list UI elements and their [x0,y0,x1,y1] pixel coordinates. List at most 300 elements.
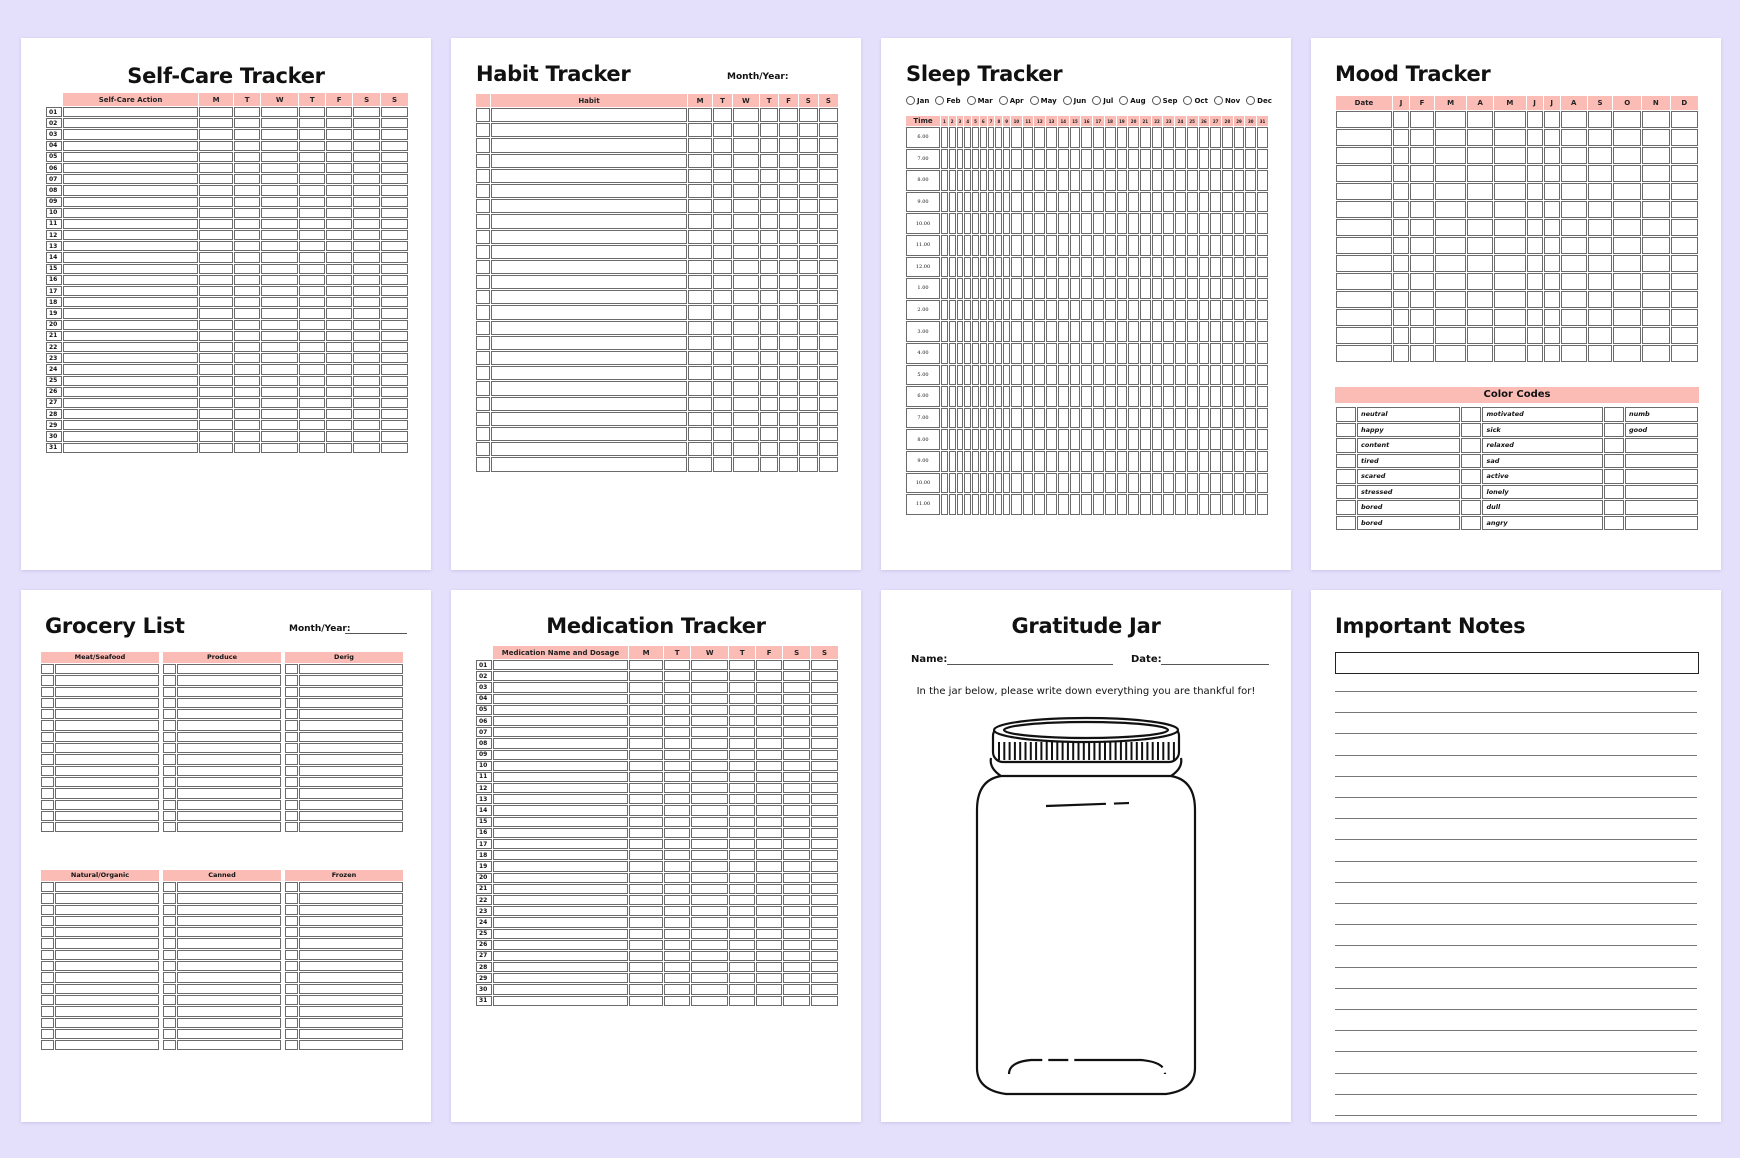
day-cell[interactable] [819,381,838,395]
item-name-cell[interactable] [177,687,281,697]
item-name-cell[interactable] [299,916,403,926]
sleep-cell[interactable] [1081,429,1092,450]
sleep-cell[interactable] [1187,192,1198,213]
sleep-cell[interactable] [1034,429,1045,450]
sleep-cell[interactable] [1234,451,1245,472]
row-checkbox[interactable] [476,427,490,441]
sleep-cell[interactable] [1199,170,1210,191]
day-cell[interactable] [783,917,810,927]
sleep-cell[interactable] [1093,257,1104,278]
sleep-cell[interactable] [1245,429,1256,450]
sleep-cell[interactable] [1046,300,1057,321]
row-checkbox[interactable] [476,108,490,122]
day-cell[interactable] [261,342,298,352]
sleep-cell[interactable] [972,343,979,364]
sleep-cell[interactable] [1011,213,1022,234]
day-cell[interactable] [299,141,325,151]
day-cell[interactable] [760,305,778,319]
day-cell[interactable] [261,252,298,262]
sleep-cell[interactable] [1093,343,1104,364]
day-cell[interactable] [760,397,778,411]
sleep-cell[interactable] [941,127,948,148]
day-cell[interactable] [713,138,731,152]
sleep-cell[interactable] [1152,257,1163,278]
sleep-cell[interactable] [1175,127,1186,148]
note-line[interactable] [1335,1115,1697,1116]
item-name-cell[interactable] [299,698,403,708]
mood-cell[interactable] [1613,183,1641,200]
date-cell[interactable] [1336,291,1392,308]
sleep-cell[interactable] [1117,321,1128,342]
mood-cell[interactable] [1410,255,1434,272]
item-checkbox[interactable] [41,927,54,937]
color-swatch[interactable] [1336,469,1356,484]
month-option[interactable] [967,96,993,105]
sleep-cell[interactable] [972,321,979,342]
sleep-cell[interactable] [995,386,1002,407]
sleep-cell[interactable] [1234,127,1245,148]
day-cell[interactable] [783,794,810,804]
row-label-cell[interactable] [491,108,687,122]
day-cell[interactable] [756,660,782,670]
sleep-cell[interactable] [1199,278,1210,299]
item-name-cell[interactable] [55,961,159,971]
mood-cell[interactable] [1613,147,1641,164]
mood-cell[interactable] [1561,255,1587,272]
sleep-cell[interactable] [1058,321,1069,342]
item-checkbox[interactable] [285,950,298,960]
day-cell[interactable] [299,152,325,162]
mood-cell[interactable] [1494,165,1525,182]
sleep-cell[interactable] [1234,473,1245,494]
mood-cell[interactable] [1671,255,1698,272]
day-cell[interactable] [381,152,408,162]
mood-cell[interactable] [1642,255,1669,272]
sleep-cell[interactable] [1003,235,1010,256]
day-cell[interactable] [811,805,838,815]
day-cell[interactable] [234,286,260,296]
sleep-cell[interactable] [1003,127,1010,148]
item-name-cell[interactable] [177,995,281,1005]
sleep-cell[interactable] [1199,429,1210,450]
day-cell[interactable] [811,940,838,950]
date-cell[interactable] [1336,255,1392,272]
day-cell[interactable] [381,331,408,341]
month-option[interactable] [1183,96,1207,105]
sleep-cell[interactable] [1003,213,1010,234]
sleep-cell[interactable] [957,494,964,515]
sleep-cell[interactable] [1175,451,1186,472]
item-checkbox[interactable] [163,1029,176,1039]
day-cell[interactable] [819,457,838,471]
day-cell[interactable] [783,929,810,939]
item-name-cell[interactable] [177,938,281,948]
item-checkbox[interactable] [41,777,54,787]
row-label-cell[interactable] [493,705,628,715]
color-swatch[interactable] [1461,438,1481,453]
item-name-cell[interactable] [177,822,281,832]
mood-cell[interactable] [1588,201,1613,218]
day-cell[interactable] [261,331,298,341]
day-cell[interactable] [713,245,731,259]
day-cell[interactable] [381,431,408,441]
sleep-cell[interactable] [1023,343,1034,364]
day-cell[interactable] [779,321,797,335]
day-cell[interactable] [760,290,778,304]
sleep-cell[interactable] [1199,386,1210,407]
sleep-cell[interactable] [1210,429,1221,450]
day-cell[interactable] [261,387,298,397]
item-name-cell[interactable] [177,893,281,903]
item-name-cell[interactable] [55,664,159,674]
sleep-cell[interactable] [1175,343,1186,364]
row-checkbox[interactable] [476,366,490,380]
row-label-cell[interactable] [491,230,687,244]
sleep-cell[interactable] [1058,213,1069,234]
item-name-cell[interactable] [177,1029,281,1039]
sleep-cell[interactable] [1257,343,1268,364]
day-cell[interactable] [199,174,233,184]
sleep-cell[interactable] [1105,149,1116,170]
day-cell[interactable] [261,219,298,229]
day-cell[interactable] [261,118,298,128]
item-checkbox[interactable] [285,664,298,674]
day-cell[interactable] [353,443,380,453]
day-cell[interactable] [261,431,298,441]
mood-cell[interactable] [1642,237,1669,254]
sleep-cell[interactable] [1210,192,1221,213]
day-cell[interactable] [664,738,690,748]
day-cell[interactable] [261,241,298,251]
sleep-cell[interactable] [1245,343,1256,364]
item-name-cell[interactable] [177,800,281,810]
mood-cell[interactable] [1588,309,1613,326]
day-cell[interactable] [629,694,663,704]
day-cell[interactable] [799,108,818,122]
mood-cell[interactable] [1435,219,1466,236]
sleep-cell[interactable] [1152,451,1163,472]
item-name-cell[interactable] [299,1040,403,1050]
day-cell[interactable] [688,260,712,274]
mood-cell[interactable] [1494,291,1525,308]
day-cell[interactable] [799,321,818,335]
day-cell[interactable] [733,442,759,456]
date-cell[interactable] [1336,129,1392,146]
sleep-cell[interactable] [1175,235,1186,256]
sleep-cell[interactable] [1199,451,1210,472]
day-cell[interactable] [326,241,352,251]
mood-cell[interactable] [1671,201,1698,218]
row-label-cell[interactable] [63,398,198,408]
day-cell[interactable] [353,241,380,251]
day-cell[interactable] [629,727,663,737]
day-cell[interactable] [629,671,663,681]
day-cell[interactable] [299,331,325,341]
month-option[interactable] [1030,96,1057,105]
item-checkbox[interactable] [163,927,176,937]
sleep-cell[interactable] [1003,386,1010,407]
day-cell[interactable] [691,940,728,950]
sleep-cell[interactable] [1023,473,1034,494]
day-cell[interactable] [664,861,690,871]
sleep-cell[interactable] [949,386,956,407]
day-cell[interactable] [629,716,663,726]
day-cell[interactable] [199,286,233,296]
item-name-cell[interactable] [299,893,403,903]
day-cell[interactable] [799,214,818,228]
mood-cell[interactable] [1494,129,1525,146]
sleep-cell[interactable] [972,408,979,429]
sleep-cell[interactable] [1128,213,1139,234]
month-option[interactable] [1246,96,1272,105]
day-cell[interactable] [819,260,838,274]
day-cell[interactable] [326,331,352,341]
day-cell[interactable] [199,297,233,307]
day-cell[interactable] [811,671,838,681]
day-cell[interactable] [713,321,731,335]
sleep-cell[interactable] [957,321,964,342]
day-cell[interactable] [760,336,778,350]
sleep-cell[interactable] [1093,235,1104,256]
sleep-cell[interactable] [1011,300,1022,321]
sleep-cell[interactable] [1163,494,1174,515]
day-cell[interactable] [811,750,838,760]
day-cell[interactable] [799,154,818,168]
day-cell[interactable] [691,917,728,927]
day-cell[interactable] [353,420,380,430]
sleep-cell[interactable] [980,429,987,450]
sleep-cell[interactable] [1128,278,1139,299]
day-cell[interactable] [629,996,663,1006]
day-cell[interactable] [811,973,838,983]
day-cell[interactable] [729,884,755,894]
day-cell[interactable] [261,443,298,453]
sleep-cell[interactable] [1222,170,1233,191]
day-cell[interactable] [326,208,352,218]
day-cell[interactable] [733,123,759,137]
day-cell[interactable] [234,252,260,262]
day-cell[interactable] [783,906,810,916]
day-cell[interactable] [729,895,755,905]
row-label-cell[interactable] [493,660,628,670]
day-cell[interactable] [760,214,778,228]
day-cell[interactable] [713,108,731,122]
mood-cell[interactable] [1588,237,1613,254]
day-cell[interactable] [664,694,690,704]
day-cell[interactable] [234,163,260,173]
sleep-cell[interactable] [988,408,995,429]
sleep-cell[interactable] [964,429,971,450]
mood-cell[interactable] [1467,111,1493,128]
day-cell[interactable] [733,138,759,152]
sleep-cell[interactable] [988,429,995,450]
item-name-cell[interactable] [177,766,281,776]
mood-cell[interactable] [1671,129,1698,146]
sleep-cell[interactable] [1140,408,1151,429]
sleep-cell[interactable] [988,213,995,234]
day-cell[interactable] [199,219,233,229]
day-cell[interactable] [381,387,408,397]
sleep-cell[interactable] [949,149,956,170]
day-cell[interactable] [299,275,325,285]
sleep-cell[interactable] [1128,321,1139,342]
sleep-cell[interactable] [1034,192,1045,213]
sleep-cell[interactable] [1058,386,1069,407]
month-option[interactable] [906,96,929,105]
sleep-cell[interactable] [941,365,948,386]
day-cell[interactable] [353,230,380,240]
day-cell[interactable] [760,245,778,259]
sleep-cell[interactable] [1175,300,1186,321]
sleep-cell[interactable] [1210,343,1221,364]
note-line[interactable] [1335,755,1697,756]
sleep-cell[interactable] [980,321,987,342]
sleep-cell[interactable] [957,170,964,191]
sleep-cell[interactable] [1034,257,1045,278]
sleep-cell[interactable] [1003,192,1010,213]
sleep-cell[interactable] [1058,451,1069,472]
day-cell[interactable] [299,409,325,419]
row-label-cell[interactable] [491,442,687,456]
item-name-cell[interactable] [55,709,159,719]
sleep-cell[interactable] [957,343,964,364]
day-cell[interactable] [234,431,260,441]
sleep-cell[interactable] [1034,300,1045,321]
day-cell[interactable] [353,129,380,139]
date-cell[interactable] [1336,165,1392,182]
sleep-cell[interactable] [995,149,1002,170]
day-cell[interactable] [234,364,260,374]
color-swatch[interactable] [1604,516,1624,531]
sleep-cell[interactable] [1163,408,1174,429]
sleep-cell[interactable] [1105,300,1116,321]
day-cell[interactable] [691,850,728,860]
day-cell[interactable] [261,152,298,162]
day-cell[interactable] [299,252,325,262]
day-cell[interactable] [629,951,663,961]
sleep-cell[interactable] [1003,278,1010,299]
mood-cell[interactable] [1527,309,1543,326]
item-name-cell[interactable] [55,882,159,892]
day-cell[interactable] [353,152,380,162]
item-name-cell[interactable] [55,972,159,982]
sleep-cell[interactable] [964,170,971,191]
day-cell[interactable] [779,230,797,244]
mood-cell[interactable] [1494,273,1525,290]
sleep-cell[interactable] [1023,300,1034,321]
sleep-cell[interactable] [949,257,956,278]
sleep-cell[interactable] [1081,149,1092,170]
sleep-cell[interactable] [941,149,948,170]
sleep-cell[interactable] [1245,213,1256,234]
item-checkbox[interactable] [285,800,298,810]
item-checkbox[interactable] [285,777,298,787]
sleep-cell[interactable] [1245,386,1256,407]
sleep-cell[interactable] [964,473,971,494]
day-cell[interactable] [326,118,352,128]
row-label-cell[interactable] [493,973,628,983]
day-cell[interactable] [299,185,325,195]
sleep-cell[interactable] [1222,365,1233,386]
note-line[interactable] [1335,967,1697,968]
sleep-cell[interactable] [1081,213,1092,234]
sleep-cell[interactable] [1245,473,1256,494]
day-cell[interactable] [733,336,759,350]
sleep-cell[interactable] [1058,235,1069,256]
day-cell[interactable] [819,321,838,335]
day-cell[interactable] [381,443,408,453]
day-cell[interactable] [799,336,818,350]
item-name-cell[interactable] [55,732,159,742]
sleep-cell[interactable] [995,300,1002,321]
day-cell[interactable] [299,353,325,363]
mood-cell[interactable] [1494,147,1525,164]
mood-cell[interactable] [1527,111,1543,128]
item-checkbox[interactable] [41,950,54,960]
note-line[interactable] [1335,882,1697,883]
sleep-cell[interactable] [1046,278,1057,299]
sleep-cell[interactable] [1117,127,1128,148]
sleep-cell[interactable] [1093,386,1104,407]
sleep-cell[interactable] [1163,170,1174,191]
sleep-cell[interactable] [1003,257,1010,278]
day-cell[interactable] [664,761,690,771]
sleep-cell[interactable] [957,192,964,213]
day-cell[interactable] [688,214,712,228]
item-name-cell[interactable] [177,732,281,742]
item-name-cell[interactable] [55,995,159,1005]
row-label-cell[interactable] [491,260,687,274]
sleep-cell[interactable] [1070,408,1081,429]
day-cell[interactable] [733,154,759,168]
day-cell[interactable] [760,457,778,471]
sleep-cell[interactable] [995,127,1002,148]
day-cell[interactable] [733,412,759,426]
sleep-cell[interactable] [972,278,979,299]
sleep-cell[interactable] [1257,213,1268,234]
sleep-cell[interactable] [949,494,956,515]
day-cell[interactable] [779,138,797,152]
sleep-cell[interactable] [1023,321,1034,342]
row-label-cell[interactable] [63,431,198,441]
day-cell[interactable] [819,245,838,259]
sleep-cell[interactable] [964,192,971,213]
item-name-cell[interactable] [55,984,159,994]
day-cell[interactable] [756,929,782,939]
mood-cell[interactable] [1613,327,1641,344]
sleep-cell[interactable] [1034,278,1045,299]
day-cell[interactable] [799,457,818,471]
mood-cell[interactable] [1467,183,1493,200]
day-cell[interactable] [234,297,260,307]
item-checkbox[interactable] [163,709,176,719]
day-cell[interactable] [783,884,810,894]
day-cell[interactable] [756,671,782,681]
sleep-cell[interactable] [1222,127,1233,148]
day-cell[interactable] [353,208,380,218]
sleep-cell[interactable] [1058,149,1069,170]
day-cell[interactable] [326,152,352,162]
day-cell[interactable] [299,420,325,430]
sleep-cell[interactable] [1023,451,1034,472]
day-cell[interactable] [783,951,810,961]
sleep-cell[interactable] [1222,473,1233,494]
day-cell[interactable] [691,817,728,827]
item-name-cell[interactable] [55,675,159,685]
day-cell[interactable] [779,123,797,137]
sleep-cell[interactable] [1234,278,1245,299]
day-cell[interactable] [811,884,838,894]
